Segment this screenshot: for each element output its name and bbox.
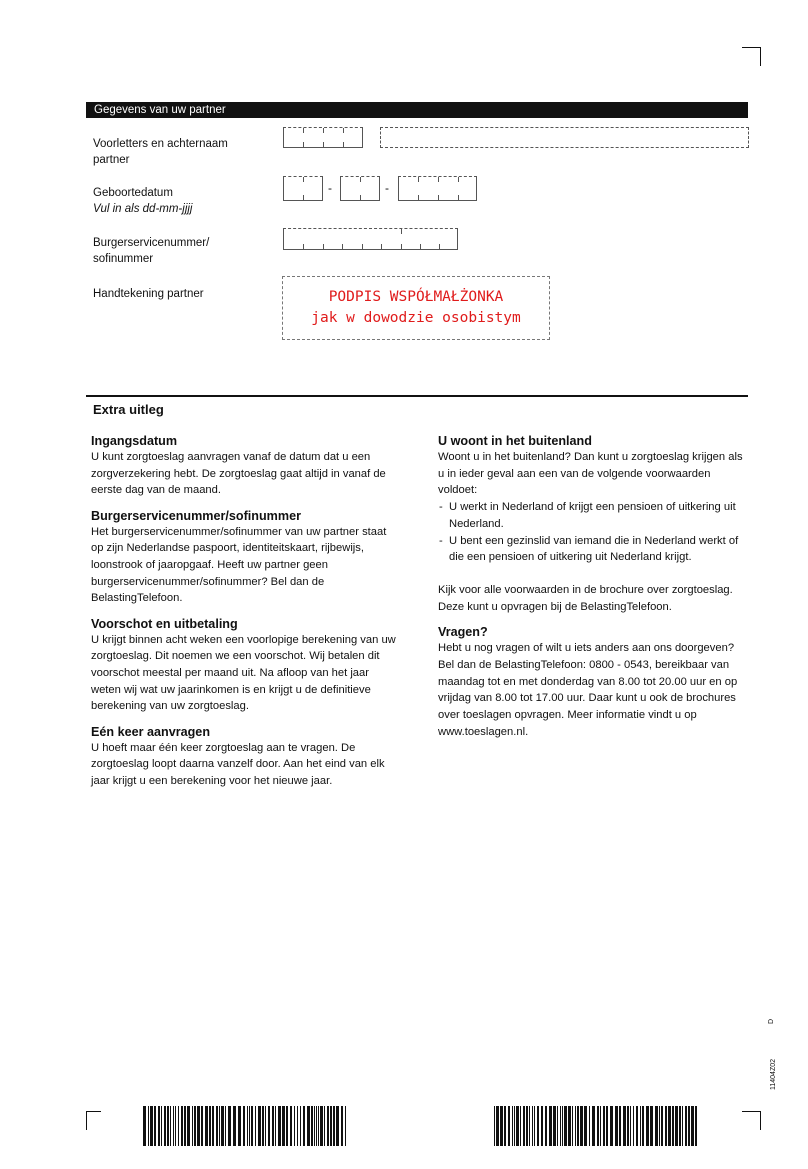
barcode-bar — [619, 1106, 621, 1146]
barcode-bar — [496, 1106, 499, 1146]
barcode-bar — [184, 1106, 186, 1146]
barcode-bar — [526, 1106, 528, 1146]
barcode-bar — [575, 1106, 576, 1146]
barcode-bar — [508, 1106, 510, 1146]
barcode-bar — [672, 1106, 674, 1146]
barcode-bar — [557, 1106, 558, 1146]
barcode-bar — [640, 1106, 641, 1146]
barcode-bar — [627, 1106, 629, 1146]
barcode-bar — [161, 1106, 162, 1146]
barcode-bar — [192, 1106, 193, 1146]
barcode-bar — [603, 1106, 605, 1146]
barcode-bar — [512, 1106, 513, 1146]
barcode-bar — [623, 1106, 626, 1146]
barcode-bar — [514, 1106, 515, 1146]
buitenland-section — [438, 433, 748, 616]
barcode-bar — [170, 1106, 171, 1146]
barcode-bar — [597, 1106, 599, 1146]
barcode-bar — [500, 1106, 503, 1146]
barcode-bar — [532, 1106, 533, 1146]
ingangsdatum-heading: Ingangsdatum — [91, 434, 178, 448]
barcode-bar — [238, 1106, 241, 1146]
barcode-bar — [534, 1106, 535, 1146]
een-keer-heading: Eén keer aanvragen — [91, 724, 211, 739]
signature-label: Handtekening partner — [93, 288, 204, 300]
barcode-bar — [209, 1106, 211, 1146]
barcode-bar — [324, 1106, 325, 1146]
barcode-bar — [320, 1106, 323, 1146]
barcode-bar — [688, 1106, 690, 1146]
side-mark: D — [768, 1018, 776, 1025]
barcode-bar — [685, 1106, 687, 1146]
vragen-heading: Vragen? — [438, 625, 488, 640]
barcode-bar — [247, 1106, 248, 1146]
barcode-bar — [494, 1106, 495, 1146]
list-item: - U bent een gezinslid van iemand die in Nederland werkt of die een pensioen of uitkering uit Nederland krijgt. — [438, 533, 748, 566]
barcode-bar — [297, 1106, 298, 1146]
barcode-bar — [330, 1106, 332, 1146]
buitenland-intro: Woont u in het buitenland? Dan kunt u zorgtoeslag krijgen als u in ieder geval aan een van de volgende voorwaarden voldoet: — [438, 451, 743, 497]
barcode-bar — [282, 1106, 285, 1146]
barcode-bar — [520, 1106, 521, 1146]
form-code: 11404Z02 — [770, 1058, 777, 1090]
birth-month-field[interactable] — [340, 176, 380, 201]
barcode-bar — [205, 1106, 208, 1146]
barcode-bar — [268, 1106, 270, 1146]
bsn-label: Burgerservicenummer/ sofinummer — [93, 237, 210, 265]
barcode-bar — [655, 1106, 658, 1146]
barcode-bar — [219, 1106, 220, 1146]
barcode-bar — [150, 1106, 153, 1146]
partner-section-header: Gegevens van uw partner — [86, 102, 748, 118]
barcode-left — [143, 1106, 347, 1146]
barcode-bar — [221, 1106, 224, 1146]
barcode-bar — [154, 1106, 156, 1146]
barcode-bar — [294, 1106, 295, 1146]
barcode-bar — [659, 1106, 660, 1146]
barcode-bar — [258, 1106, 261, 1146]
surname-field[interactable] — [380, 127, 749, 148]
barcode-bar — [249, 1106, 250, 1146]
barcode-bar — [316, 1106, 317, 1146]
vragen-section — [438, 624, 748, 740]
barcode-bar — [668, 1106, 671, 1146]
bsn-heading: Burgerservicenummer/sofinummer — [91, 508, 301, 523]
barcode-bar — [341, 1106, 343, 1146]
barcode-bar — [661, 1106, 663, 1146]
buitenland-heading: U woont in het buitenland — [438, 434, 592, 448]
barcode-bar — [167, 1106, 169, 1146]
barcode-bar — [572, 1106, 573, 1146]
date-separator: - — [385, 181, 389, 195]
right-column — [438, 433, 748, 749]
barcode-bar — [143, 1106, 146, 1146]
barcode-bar — [592, 1106, 595, 1146]
birthdate-hint: Vul in als dd-mm-jjjj — [93, 203, 193, 215]
barcode-bar — [545, 1106, 547, 1146]
barcode-bar — [584, 1106, 587, 1146]
voorschot-section — [91, 616, 401, 716]
barcode-bar — [243, 1106, 245, 1146]
barcode-bar — [290, 1106, 292, 1146]
barcode-bar — [577, 1106, 579, 1146]
barcode-bar — [345, 1106, 346, 1146]
barcode-bar — [233, 1106, 236, 1146]
bsn-section — [91, 508, 401, 608]
bsn-field[interactable] — [283, 228, 458, 250]
barcode-bar — [194, 1106, 196, 1146]
barcode-bar — [606, 1106, 608, 1146]
barcode-bar — [553, 1106, 556, 1146]
barcode-bar — [187, 1106, 190, 1146]
barcode-bar — [175, 1106, 176, 1146]
barcode-bar — [630, 1106, 631, 1146]
barcode-bar — [665, 1106, 667, 1146]
buitenland-outro: Kijk voor alle voorwaarden in de brochure over zorgtoeslag. Deze kunt u opvragen bij de BelastingTelefoon. — [438, 584, 733, 614]
left-column — [91, 433, 401, 798]
barcode-bar — [636, 1106, 638, 1146]
barcode-bar — [225, 1106, 226, 1146]
barcode-bar — [212, 1106, 214, 1146]
barcode-bar — [633, 1106, 634, 1146]
barcode-bar — [650, 1106, 653, 1146]
barcode-bar — [300, 1106, 301, 1146]
barcode-right — [494, 1106, 700, 1146]
barcode-bar — [615, 1106, 618, 1146]
barcode-bar — [275, 1106, 276, 1146]
corner-mark-top-right — [742, 47, 761, 66]
ingangsdatum-text: U kunt zorgtoeslag aanvragen vanaf de datum dat u een zorgverzekering hebt. De zorgtoeslag gaat altijd in vanaf de eerste dag van de maand. — [91, 451, 386, 497]
barcode-bar — [286, 1106, 288, 1146]
barcode-bar — [564, 1106, 567, 1146]
barcode-bar — [560, 1106, 561, 1146]
voorschot-heading: Voorschot en uitbetaling — [91, 616, 238, 631]
birth-day-field[interactable] — [283, 176, 323, 201]
barcode-bar — [311, 1106, 313, 1146]
barcode-bar — [600, 1106, 601, 1146]
barcode-bar — [303, 1106, 305, 1146]
een-keer-section — [91, 724, 401, 790]
een-keer-text: U hoeft maar één keer zorgtoeslag aan te vragen. De zorgtoeslag loopt daarna vanzelf door. Aan het eind van elk jaar krijgt u een berekening voor het nieuwe jaar. — [91, 741, 385, 788]
barcode-bar — [181, 1106, 183, 1146]
birthdate-label: Geboortedatum — [93, 187, 173, 199]
barcode-bar — [682, 1106, 683, 1146]
barcode-bar — [642, 1106, 644, 1146]
corner-mark-bottom-left — [86, 1111, 101, 1130]
barcode-bar — [333, 1106, 335, 1146]
barcode-bar — [529, 1106, 530, 1146]
barcode-bar — [201, 1106, 203, 1146]
barcode-bar — [610, 1106, 613, 1146]
barcode-bar — [580, 1106, 583, 1146]
signature-note-line2: jak w dowodzie osobistym — [311, 310, 521, 326]
barcode-bar — [695, 1106, 697, 1146]
barcode-bar — [173, 1106, 174, 1146]
barcode-bar — [148, 1106, 149, 1146]
date-separator: - — [328, 181, 332, 195]
barcode-bar — [537, 1106, 539, 1146]
corner-mark-bottom-right — [742, 1111, 761, 1130]
barcode-bar — [197, 1106, 200, 1146]
barcode-bar — [158, 1106, 160, 1146]
initials-field[interactable] — [283, 127, 363, 148]
barcode-bar — [272, 1106, 274, 1146]
section-divider — [86, 395, 748, 397]
barcode-bar — [318, 1106, 319, 1146]
barcode-bar — [278, 1106, 281, 1146]
barcode-bar — [178, 1106, 179, 1146]
signature-note-line1: PODPIS WSPÓŁMAŁŻONKA — [328, 289, 504, 305]
bsn-text: Het burgerservicenummer/sofinummer van uw partner staat op zijn Nederlandse paspoort, identiteitskaart, rijbewijs, loonstrook of jaaropgaaf. Heeft uw partner geen burgerservicenummer/sofinummer? Bel dan de BelastingTelefoon. — [91, 525, 387, 605]
list-item: - U werkt in Nederland of krijgt een pensioen of uitkering uit Nederland. — [438, 499, 748, 532]
signature-field[interactable] — [282, 276, 550, 340]
name-label: Voorletters en achternaam partner — [93, 138, 228, 166]
barcode-bar — [255, 1106, 256, 1146]
extra-uitleg-title: Extra uitleg — [93, 402, 164, 417]
barcode-bar — [516, 1106, 519, 1146]
ingangsdatum-section — [91, 433, 401, 499]
barcode-bar — [336, 1106, 339, 1146]
barcode-bar — [164, 1106, 166, 1146]
barcode-bar — [504, 1106, 506, 1146]
barcode-bar — [568, 1106, 571, 1146]
barcode-bar — [562, 1106, 563, 1146]
barcode-bar — [262, 1106, 264, 1146]
barcode-bar — [646, 1106, 649, 1146]
buitenland-conditions-list — [438, 499, 748, 566]
barcode-bar — [549, 1106, 552, 1146]
barcode-bar — [523, 1106, 525, 1146]
barcode-bar — [589, 1106, 590, 1146]
barcode-bar — [314, 1106, 315, 1146]
barcode-bar — [679, 1106, 681, 1146]
barcode-bar — [216, 1106, 218, 1146]
barcode-bar — [675, 1106, 678, 1146]
barcode-bar — [691, 1106, 694, 1146]
barcode-bar — [327, 1106, 329, 1146]
vragen-text: Hebt u nog vragen of wilt u iets anders aan ons doorgeven? Bel dan de BelastingTelefoon: 0800 - 0543, bereikbaar van maandag tot en met donderdag van 8.00 tot 20.00 uur en op vrijdag van 8.00 tot 17.00 uur. Daar kunt u ook de brochures over toeslagen opvragen. Meer informatie vindt u op www.toeslagen.nl. — [438, 642, 738, 738]
voorschot-text: U krijgt binnen acht weken een voorlopige berekening van uw zorgtoeslag. Dit noemen we een voorschot. Wij betalen dit voorschot meestal per maand uit. Na afloop van het jaar weten wij wat uw jaarinkomen is en krijgt u de definitieve berekening van uw zorgtoeslag. — [91, 633, 396, 713]
barcode-bar — [251, 1106, 253, 1146]
birth-year-field[interactable] — [398, 176, 477, 201]
barcode-bar — [228, 1106, 231, 1146]
barcode-bar — [265, 1106, 266, 1146]
barcode-bar — [307, 1106, 310, 1146]
barcode-bar — [541, 1106, 543, 1146]
